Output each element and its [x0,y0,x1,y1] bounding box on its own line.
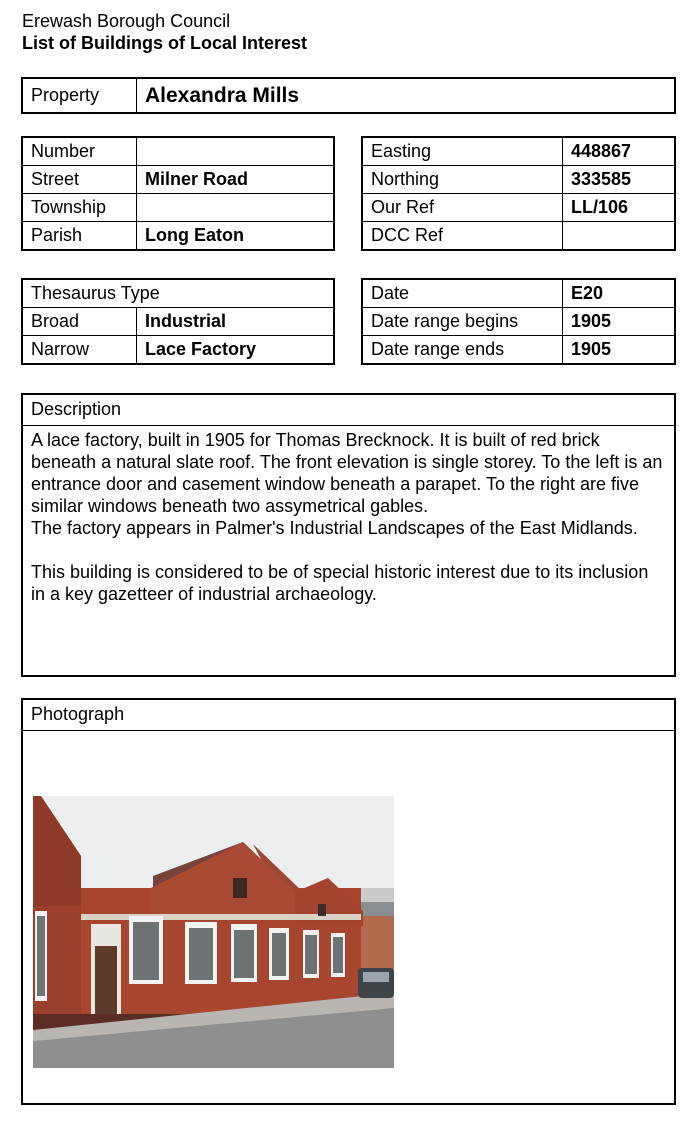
number-label: Number [22,137,137,166]
street-value: Milner Road [137,166,335,194]
description-title: Description [23,395,674,426]
number-value [137,137,335,166]
property-label: Property [22,78,137,113]
narrow-value: Lace Factory [137,336,335,365]
photograph-title: Photograph [23,700,674,731]
dcc-ref-label: DCC Ref [362,222,563,251]
easting-value: 448867 [563,137,676,166]
description-paragraph: This building is considered to be of special historic interest due to its inclusion in a key gazetteer of industrial archaeology. [31,562,649,604]
dating-table [361,278,676,365]
parish-label: Parish [22,222,137,251]
township-value [137,194,335,222]
date-begins-value: 1905 [563,308,676,336]
thesaurus-title: Thesaurus Type [22,279,334,308]
property-table [21,77,676,114]
northing-label: Northing [362,166,563,194]
date-ends-value: 1905 [563,336,676,365]
list-title: List of Buildings of Local Interest [22,33,308,53]
our-ref-value: LL/106 [563,194,676,222]
building-photo [33,796,394,1068]
grid-ref-table [361,136,676,251]
date-label: Date [362,279,563,308]
narrow-label: Narrow [22,336,137,365]
township-label: Township [22,194,137,222]
thesaurus-table [21,278,335,365]
council-name: Erewash Borough Council [22,11,231,31]
easting-label: Easting [362,137,563,166]
street-label: Street [22,166,137,194]
location-table [21,136,335,251]
broad-label: Broad [22,308,137,336]
description-body [23,426,674,605]
date-ends-label: Date range ends [362,336,563,365]
dcc-ref-value [563,222,676,251]
description-paragraph: A lace factory, built in 1905 for Thomas Brecknock. It is built of red brick beneath a natural slate roof. The front elevation is single storey. To the left is an entrance door and casement window beneath a parapet. To the right are five similar windows beneath two assymetrical gables. [31,430,663,516]
description-paragraph: The factory appears in Palmer's Industrial Landscapes of the East Midlands. [31,518,638,538]
date-begins-label: Date range begins [362,308,563,336]
parish-value: Long Eaton [137,222,335,251]
photograph-box [21,698,676,1105]
broad-value: Industrial [137,308,335,336]
description-box [21,393,676,677]
date-value: E20 [563,279,676,308]
property-name: Alexandra Mills [137,78,676,113]
our-ref-label: Our Ref [362,194,563,222]
northing-value: 333585 [563,166,676,194]
